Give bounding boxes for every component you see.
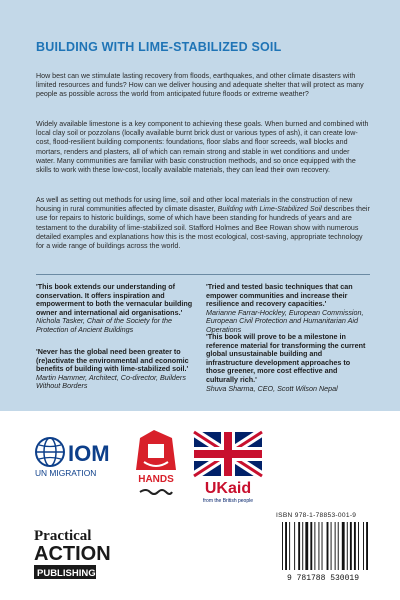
endorsement-quote bbox=[36, 283, 198, 335]
pa-word-1: Practical bbox=[34, 528, 92, 544]
blurb-paragraph-3 bbox=[36, 196, 370, 251]
barcode-digits: 9 781788 530019 bbox=[286, 574, 360, 582]
endorsement-quote bbox=[206, 283, 368, 335]
endorsement-quote bbox=[206, 333, 368, 393]
practical-action-publishing-logo bbox=[34, 526, 116, 582]
ukaid-wordmark: UKaid bbox=[204, 480, 252, 497]
quote-author: Nichola Tasker, Chair of the Society for the Protection of Ancient Buildings bbox=[36, 316, 172, 334]
iom-logo bbox=[34, 436, 128, 478]
quote-text: 'Never has the global need been greater to (re)activate the environmental and economic benefits of building with lime-stabilized soil.' bbox=[36, 347, 189, 374]
pa-word-2: ACTION bbox=[34, 543, 111, 565]
blurb-paragraph-1: How best can we stimulate lasting recovery from floods, earthquakes, and other climate disasters with limited resources and funds? How can we deliver housing and adequate shelter that will protect as many people as possible across the world from anticipated future floods or extreme weather? bbox=[36, 72, 364, 99]
quote-author: Marianne Farrar-Hockley, European Commission, European Civil Protection and Humanitarian Aid Operations bbox=[206, 307, 364, 334]
ukaid-tagline: from the British people bbox=[202, 498, 254, 504]
quote-text: 'Tried and tested basic techniques that can empower communities and increase their resilience and recovery capacities.' bbox=[206, 282, 353, 309]
book-title-inline: Building with Lime-Stabilized Soil bbox=[217, 205, 322, 214]
endorsement-quote bbox=[36, 348, 198, 391]
blurb-paragraph-2: Widely available limestone is a key component to achieving these goals. When burned and combined with local clay soil or pozzolans (locally available burnt brick dust or various types of ash), it can create low-cost, flood-resilient building components: foundations, floor slabs and floor screeds, wall blocks and mortars, renders and plasters, all of which can remain strong and stable in wet conditions and under water. Many communities are familiar with basic construction methods, and so once equipped with the skills to work with these low-cost, locally available materials, they can lead their own recovery. bbox=[36, 120, 369, 175]
quote-text: 'This book will prove to be a milestone in reference material for transforming the current global unsustainable building and infrastructure development approaches to those greener, more cost effective and culturally rich.' bbox=[206, 332, 366, 384]
hands-wordmark: HANDS bbox=[138, 474, 174, 485]
divider-rule bbox=[36, 274, 370, 275]
barcode bbox=[276, 520, 370, 582]
iom-wordmark: IOM bbox=[68, 441, 110, 466]
book-title: BUILDING WITH LIME-STABILIZED SOIL bbox=[36, 40, 282, 54]
isbn-label: ISBN 978-1-78853-001-9 bbox=[276, 512, 357, 519]
iom-tagline: UN MIGRATION bbox=[35, 468, 97, 478]
quote-text: 'This book extends our understanding of conservation. It offers inspiration and empowerment to both the vernacular building owner and international aid organisations.' bbox=[36, 282, 193, 317]
blurb-text: As well as setting out methods for using lime, soil and other local materials in the construction of new housing in rural communities affected by climate disaster, bbox=[36, 196, 353, 214]
ukaid-logo bbox=[190, 430, 266, 504]
quote-author: Martin Hammer, Architect, Co-director, Builders Without Borders bbox=[36, 372, 186, 391]
quote-author: Shuva Sharma, CEO, Scott Wilson Nepal bbox=[206, 383, 338, 393]
barcode-bars bbox=[282, 522, 370, 570]
hands-logo bbox=[130, 426, 182, 506]
pa-word-3: PUBLISHING bbox=[37, 568, 96, 579]
blurb-text: describes their use for repairs to historic buildings, some of which have been standing for hundreds of years and are testament to the durability of lime-stabilized soil. Stafford Holmes and Bee Rowan show with numerous detailed examples and explanations how this is the most ecological, cost-saving, appropriate technology for a wide range of buildings across the world. bbox=[36, 205, 370, 251]
union-flag-icon bbox=[194, 432, 262, 476]
